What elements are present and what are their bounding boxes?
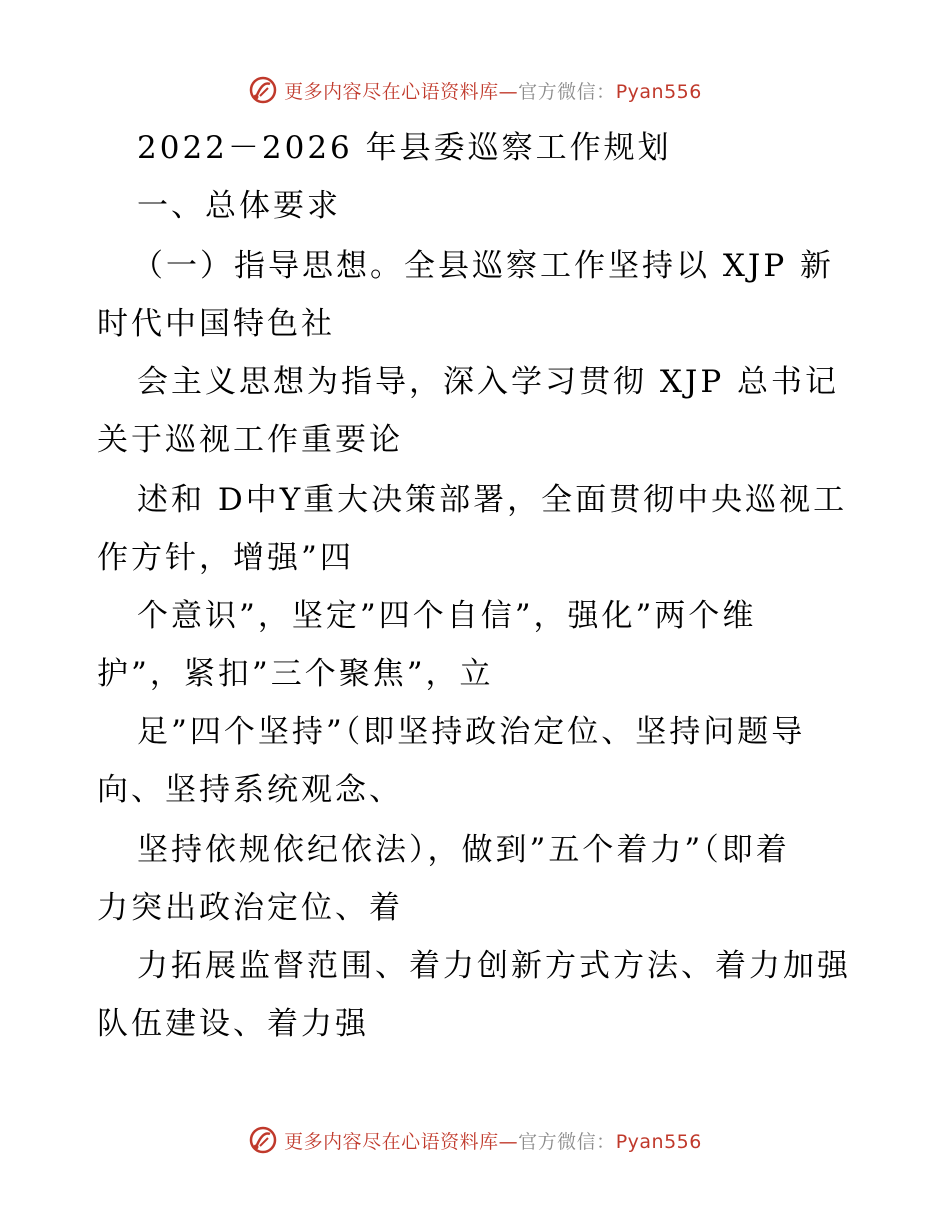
paragraph-line: （一）指导思想。全县巡察工作坚持以 XJP 新 bbox=[132, 248, 835, 284]
document-title: 2022－2026 年县委巡察工作规划 bbox=[137, 130, 672, 166]
paragraph-line: 足”四个坚持”（即坚持政治定位、坚持问题导 bbox=[137, 714, 806, 750]
paragraph-line: 述和 D中Y重大决策部署，全面贯彻中央巡视工 bbox=[137, 482, 848, 518]
paragraph-line: 坚持依规依纪依法），做到”五个着力”（即着 bbox=[137, 832, 790, 868]
paragraph-line: 个意识”，坚定”四个自信”，强化”两个维 bbox=[137, 598, 757, 634]
watermark-banner-bottom bbox=[0, 1120, 950, 1160]
paragraph-line: 时代中国特色社 bbox=[97, 306, 335, 342]
watermark-wechat-id: Pyan556 bbox=[615, 1130, 702, 1153]
watermark-dash: — bbox=[498, 80, 519, 103]
watermark-wechat-label: 官方微信： bbox=[518, 1130, 616, 1153]
watermark-dash: — bbox=[498, 1130, 519, 1153]
watermark-site-name: 更多内容尽在心语资料库 bbox=[284, 80, 499, 103]
watermark-wechat-label: 官方微信： bbox=[518, 80, 616, 103]
paragraph-line: 力拓展监督范围、着力创新方式方法、着力加强 bbox=[137, 948, 851, 984]
paragraph-line: 队伍建设、着力强 bbox=[97, 1006, 369, 1042]
paragraph-line: 作方针，增强”四 bbox=[97, 540, 354, 576]
paragraph-line: 向、坚持系统观念、 bbox=[97, 772, 403, 808]
paragraph-line: 护”，紧扣”三个聚焦”，立 bbox=[97, 656, 494, 692]
paragraph-line: 力突出政治定位、着 bbox=[97, 890, 403, 926]
paragraph-line: 关于巡视工作重要论 bbox=[97, 422, 403, 458]
paragraph-line: 会主义思想为指导，深入学习贯彻 XJP 总书记 bbox=[137, 364, 840, 400]
watermark-text bbox=[284, 1127, 702, 1154]
section-heading: 一、总体要求 bbox=[137, 188, 341, 224]
brand-logo-icon bbox=[248, 1125, 278, 1155]
watermark-wechat-id: Pyan556 bbox=[615, 80, 702, 103]
watermark-site-name: 更多内容尽在心语资料库 bbox=[284, 1130, 499, 1153]
